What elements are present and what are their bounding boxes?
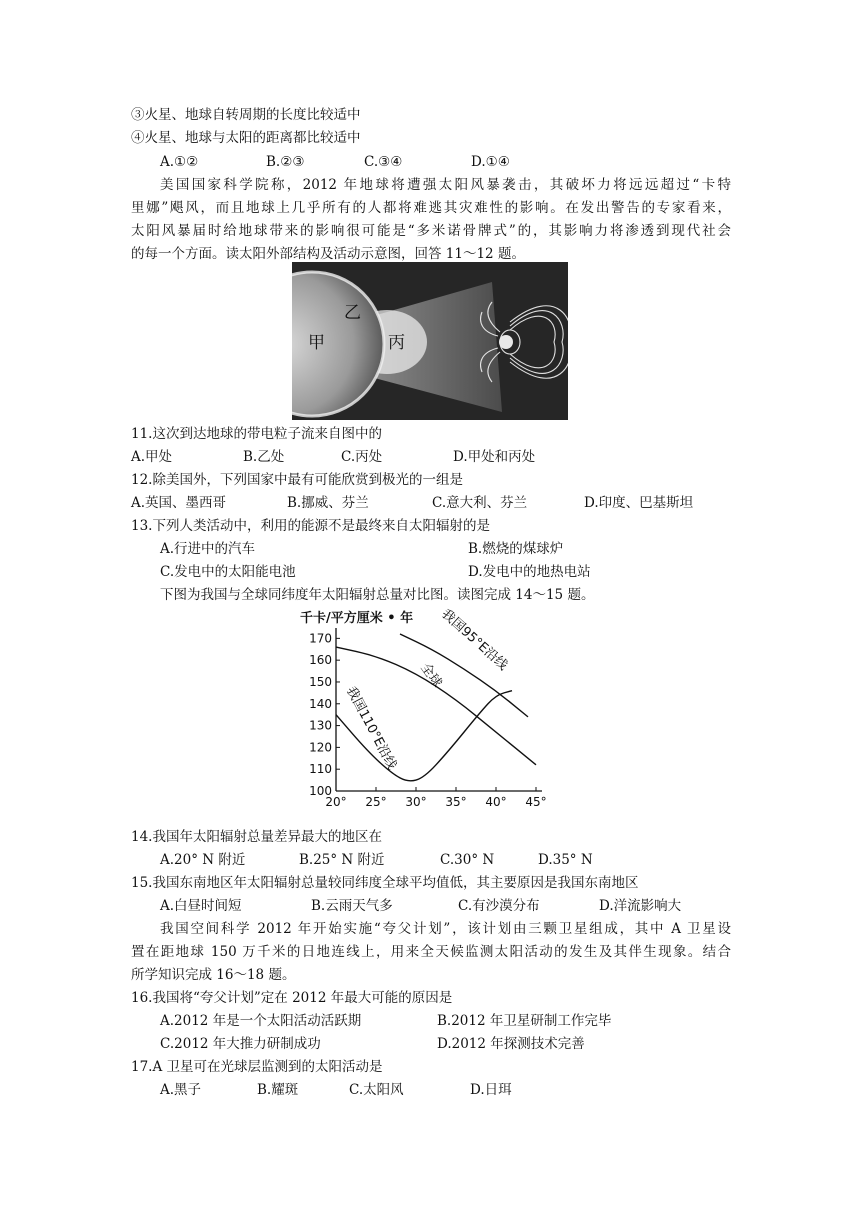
chart-svg (300, 606, 550, 812)
x-tick-label: 45° (525, 795, 547, 809)
solar-radiation-chart (300, 606, 550, 812)
q16-stem: 16.我国将“夸父计划”定在 2012 年最大可能的原因是 (131, 990, 453, 1006)
q16-option-d: D.2012 年探测技术完善 (437, 1036, 585, 1052)
label-jia: 甲 (308, 333, 325, 353)
q14-option-b: B.25° N 附近 (299, 852, 385, 868)
x-tick-label: 40° (485, 795, 507, 809)
y-tick-label: 150 (309, 674, 332, 689)
label-yi: 乙 (344, 303, 361, 323)
series-label-1: 我国95°E沿线 (438, 606, 511, 674)
x-tick-label: 35° (445, 795, 467, 809)
passage3-line-3: 所学知识完成 16～18 题。 (131, 967, 296, 983)
series-label-2: 我国110°E沿线 (342, 684, 400, 773)
passage1-line-1: 美国国家科学院称，2012 年地球将遭强太阳风暴袭击，其破坏力将远远超过“卡特 (160, 177, 731, 193)
passage2: 下图为我国与全球同纬度年太阳辐射总量对比图。读图完成 14～15 题。 (160, 587, 595, 603)
q17-option-b: B.耀斑 (257, 1082, 299, 1098)
x-tick-label: 20° (325, 795, 347, 809)
passage3-line-2: 置在距地球 150 万千米的日地连线上，用来全天候监测太阳活动的发生及其伴生现象。结合 (131, 944, 731, 960)
y-tick-label: 130 (309, 718, 332, 733)
answer-a: A.①② (160, 154, 199, 170)
q14-option-c: C.30° N (440, 852, 495, 868)
q12-option-c: C.意大利、芬兰 (432, 495, 528, 511)
q11-option-b: B.乙处 (243, 449, 285, 465)
y-tick-label: 110 (309, 762, 332, 777)
y-tick-label: 160 (309, 653, 332, 668)
y-tick-label: 100 (309, 784, 332, 798)
y-tick-label: 140 (309, 696, 332, 711)
answer-d: D.①④ (471, 154, 510, 170)
answer-b: B.②③ (266, 154, 305, 170)
q11-option-c: C.丙处 (341, 449, 383, 465)
q15-option-c: C.有沙漠分布 (458, 898, 540, 914)
x-tick-label: 25° (365, 795, 387, 809)
sun-activity-illustration (292, 262, 568, 420)
answer-c: C.③④ (364, 154, 403, 170)
q16-option-a: A.2012 年是一个太阳活动活跃期 (160, 1013, 362, 1029)
label-bing: 丙 (388, 333, 405, 353)
series-label-0: 全球 (417, 660, 445, 691)
passage1-line-2: 里娜”飓风，而且地球上几乎所有的人都将难逃其灾难性的影响。在发出警告的专家看来， (131, 200, 731, 216)
q13-option-c: C.发电中的太阳能电池 (160, 564, 296, 580)
q15-stem: 15.我国东南地区年太阳辐射总量较同纬度全球平均值低，其主要原因是我国东南地区 (131, 875, 639, 891)
passage3-line-1: 我国空间科学 2012 年开始实施“夸父计划”，该计划由三颗卫星组成，其中 A 卫星设 (160, 921, 731, 937)
q15-option-b: B.云雨天气多 (311, 898, 393, 914)
passage1-line-4: 的每一个方面。读太阳外部结构及活动示意图，回答 11～12 题。 (131, 246, 525, 262)
q14-option-a: A.20° N 附近 (160, 852, 246, 868)
q14-stem: 14.我国年太阳辐射总量差异最大的地区在 (131, 829, 382, 845)
y-tick-label: 120 (309, 740, 332, 755)
passage1-line-3: 太阳风暴届时给地球带来的影响很可能是“多米诺骨牌式”的，其影响力将渗透到现代社会 (131, 223, 731, 239)
q11-option-d: D.甲处和丙处 (453, 449, 536, 465)
x-tick-label: 30° (405, 795, 427, 809)
chart-ylabel: 千卡/平方厘米 • 年 (300, 611, 414, 626)
q13-option-a: A.行进中的汽车 (160, 541, 256, 557)
q13-stem: 13.下列人类活动中，利用的能源不是最终来自太阳辐射的是 (131, 518, 490, 534)
y-tick-label: 170 (309, 631, 332, 646)
q13-option-b: B.燃烧的煤球炉 (468, 541, 564, 557)
q12-stem: 12.除美国外，下列国家中最有可能欣赏到极光的一组是 (131, 472, 463, 488)
q11-stem: 11.这次到达地球的带电粒子流来自图中的 (131, 426, 382, 442)
q15-option-d: D.洋流影响大 (599, 898, 682, 914)
q17-option-d: D.日珥 (470, 1082, 512, 1098)
q16-option-c: C.2012 年大推力研制成功 (160, 1036, 321, 1052)
q14-option-d: D.35° N (538, 852, 593, 868)
q16-option-b: B.2012 年卫星研制工作完毕 (437, 1013, 612, 1029)
q17-stem: 17.A 卫星可在光球层监测到的太阳活动是 (131, 1059, 383, 1075)
sun-activity-figure (292, 262, 568, 420)
q13-option-d: D.发电中的地热电站 (468, 564, 591, 580)
q11-option-a: A.甲处 (131, 449, 173, 465)
q17-option-a: A.黑子 (160, 1082, 202, 1098)
option-4-line: ④火星、地球与太阳的距离都比较适中 (131, 130, 361, 146)
q12-option-a: A.英国、墨西哥 (131, 495, 227, 511)
q17-option-c: C.太阳风 (349, 1082, 404, 1098)
q15-option-a: A.白昼时间短 (160, 898, 242, 914)
q12-option-b: B.挪威、芬兰 (287, 495, 369, 511)
option-3-line: ③火星、地球自转周期的长度比较适中 (131, 107, 361, 123)
earth-dot (499, 335, 513, 349)
q12-option-d: D.印度、巴基斯坦 (584, 495, 694, 511)
